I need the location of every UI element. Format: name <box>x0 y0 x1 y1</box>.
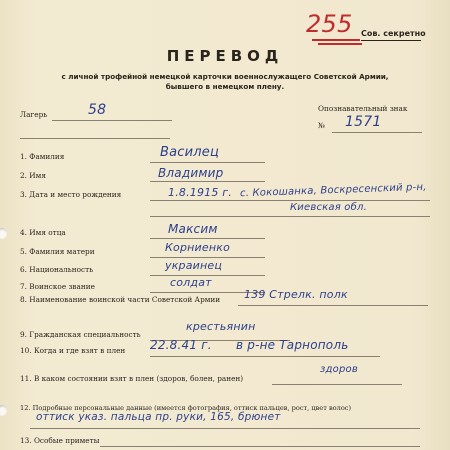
classification-underline <box>361 40 421 41</box>
field-8-value: 139 Стрелк. полк <box>244 288 348 301</box>
field-11-value: здоров <box>320 364 358 375</box>
field-9-value: крестьянин <box>186 320 256 333</box>
field-2-label-row <box>20 171 46 180</box>
field-3-line <box>150 200 430 201</box>
tag-label: Опознавательный знак <box>318 104 408 113</box>
field-7-label: Воинское звание <box>29 282 95 291</box>
field-5-label: Фамилия матери <box>29 247 95 256</box>
field-1-num: 1. <box>20 152 27 161</box>
field-4-value: Максим <box>168 222 218 236</box>
field-12-num: 12. <box>20 404 31 412</box>
field-13-label: Особые приметы <box>33 436 100 445</box>
camp-line <box>52 120 172 121</box>
field-3-num: 3. <box>20 190 27 199</box>
field-8-label: Наименование воинской части Советской Армии <box>29 295 221 304</box>
field-10-label-row <box>20 346 125 355</box>
document-title: ПЕРЕВОД <box>166 47 284 65</box>
field-3-value: 1.8.1915 г. <box>168 186 232 199</box>
field-3-label-row <box>20 190 121 199</box>
field-5-value: Корниенко <box>165 241 230 254</box>
field-13-num: 13. <box>20 436 32 445</box>
field-7-label-row <box>20 282 95 291</box>
camp-value: 58 <box>88 102 107 118</box>
field-10-label: Когда и где взят в плен <box>33 346 126 355</box>
field-6-label: Национальность <box>29 265 94 274</box>
tag-line <box>332 132 422 133</box>
field-4-label: Имя отца <box>29 228 66 237</box>
field-3-value3: Киевская обл. <box>290 202 367 213</box>
punch-hole <box>0 228 7 239</box>
field-9-label-row <box>20 330 141 339</box>
field-3-label: Дата и место рождения <box>29 190 122 199</box>
field-12-value: оттиск указ. пальца пр. руки, 165, брюнет <box>36 411 281 423</box>
tag-prefix: № <box>318 121 325 130</box>
field-7-num: 7. <box>20 282 27 291</box>
field-12-line <box>30 428 420 429</box>
field-6-num: 6. <box>20 265 27 274</box>
field-2-value: Владимир <box>158 166 224 180</box>
field-1-value: Василец <box>160 145 220 160</box>
field-10-num: 10. <box>20 346 32 355</box>
document-number: 255 <box>306 10 353 38</box>
field-11-label-row <box>20 374 243 383</box>
field-2-label: Имя <box>29 171 46 180</box>
field-8-line <box>238 305 428 306</box>
field-4-line <box>150 238 265 239</box>
field-11-num: 11. <box>20 374 32 383</box>
document-subtitle-line1: с личной трофейной немецкой карточки военнослужащего Советской Армии, <box>61 72 389 81</box>
number-underline-red <box>318 43 362 45</box>
field-10-value2: в р-не Тарнополь <box>236 338 349 352</box>
classification-stamp: Сов. секретно <box>361 29 426 38</box>
field-13-line <box>100 446 420 447</box>
field-9-label: Гражданская специальность <box>29 330 141 339</box>
field-3-value2: с. Кокошанка, Воскресенский р-н, <box>239 181 427 200</box>
field-10-value: 22.8.41 г. <box>150 338 212 352</box>
field-6-value: украинец <box>165 259 223 272</box>
field-5-num: 5. <box>20 247 27 256</box>
field-5-label-row <box>20 247 95 256</box>
field-2-line <box>150 181 265 182</box>
tag-value: 1571 <box>345 114 382 130</box>
field-10-line <box>150 356 380 357</box>
field-1-label: Фамилия <box>29 152 65 161</box>
field-1-label-row <box>20 152 64 161</box>
field-4-num: 4. <box>20 228 27 237</box>
field-2-num: 2. <box>20 171 27 180</box>
punch-hole <box>0 405 7 416</box>
field-11-line <box>272 384 402 385</box>
field-8-label-row <box>20 295 220 304</box>
field-11-label: В каком состоянии взят в плен (здоров, болен, ранен) <box>33 374 244 383</box>
field-3-line-2 <box>150 216 430 217</box>
separator-line <box>20 138 170 139</box>
field-1-line <box>150 162 265 163</box>
field-12-label: Подробные персональные данные (имеется фотография, оттиск пальцев, рост, цвет волос) <box>32 404 352 412</box>
field-8-num: 8. <box>20 295 27 304</box>
number-underline-red <box>312 39 360 41</box>
field-13-label-row <box>20 436 99 445</box>
field-7-value: солдат <box>170 276 212 289</box>
field-4-label-row <box>20 228 66 237</box>
document-subtitle-line2: бывшего в немецком плену. <box>165 82 285 91</box>
camp-label: Лагерь <box>20 110 48 119</box>
field-6-label-row <box>20 265 93 274</box>
field-5-line <box>150 257 265 258</box>
field-9-num: 9. <box>20 330 27 339</box>
